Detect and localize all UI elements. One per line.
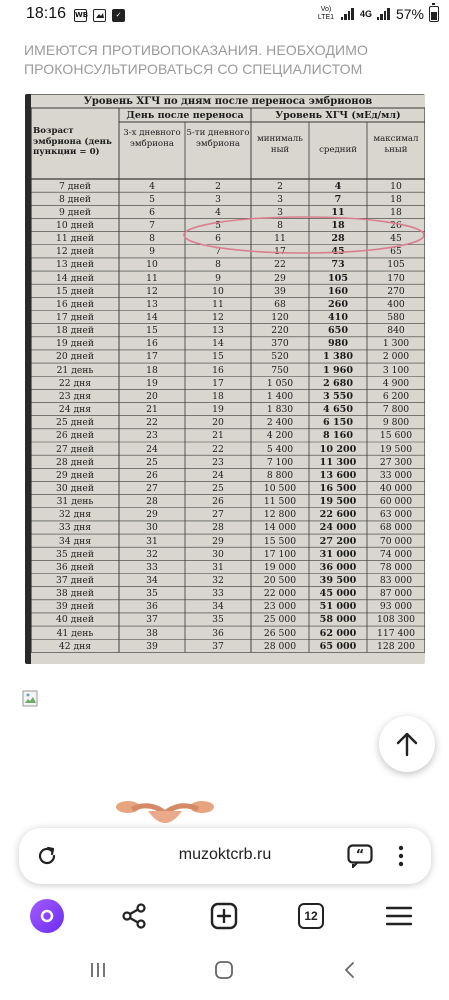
table-cell: 120 (271, 312, 289, 323)
table-cell: 31 (146, 535, 158, 547)
battery-icon (429, 6, 439, 22)
table-cell: 260 (327, 298, 349, 310)
table-cell: 22 (212, 443, 224, 455)
broken-image-icon (22, 690, 40, 708)
table-cell: 30 (146, 522, 158, 534)
table-cell-day: 27 дней (56, 443, 94, 455)
table-cell-day: 13 дней (56, 259, 94, 271)
table-cell: 40 000 (379, 482, 413, 494)
table-cell: 25 000 (263, 614, 297, 626)
table-cell-day: 34 дня (58, 535, 92, 547)
table-cell: 10 (390, 180, 402, 192)
table-cell: 10 (146, 259, 158, 271)
table-cell: 23 (146, 430, 158, 442)
table-cell: 400 (387, 298, 405, 310)
table-cell: 7 (149, 219, 155, 231)
recent-apps-icon[interactable] (88, 960, 108, 980)
table-cell: 9 (215, 272, 221, 284)
table-cell: 13 (212, 325, 224, 337)
table-cell: 62 000 (319, 627, 357, 639)
table-cell: 73 (331, 259, 345, 271)
table-cell: 2 000 (382, 351, 410, 363)
table-cell-day: 30 дней (56, 482, 94, 494)
table-cell-day: 21 день (56, 364, 94, 376)
table-cell-day: 33 дня (58, 522, 92, 534)
table-cell: 22 (274, 259, 286, 271)
table-cell: 11 300 (319, 456, 357, 468)
table-cell: 28 (146, 496, 158, 508)
table-cell: 19 500 (319, 496, 357, 508)
table-cell: 35 (146, 588, 158, 600)
table-cell: 8 (215, 259, 221, 271)
table-cell: 17 (274, 246, 286, 258)
table-cell: 10 200 (319, 443, 357, 455)
alice-icon (30, 899, 64, 933)
table-cell: 3 (277, 193, 283, 205)
quote-icon[interactable] (347, 844, 373, 868)
table-cell: 21 (212, 430, 224, 442)
table-cell: 750 (271, 364, 289, 376)
table-cell: 12 (212, 312, 224, 323)
table-cell: 16 (146, 338, 158, 350)
table-cell: 5 (215, 219, 221, 231)
browser-toolbar (0, 890, 449, 946)
more-menu-icon[interactable] (395, 844, 407, 868)
table-cell-day: 39 дней (56, 601, 94, 613)
table-cell-day: 7 дней (58, 180, 92, 192)
status-bar (0, 0, 449, 32)
table-cell: 370 (271, 338, 289, 350)
table-cell: 26 (390, 219, 402, 231)
table-cell: 170 (387, 272, 405, 284)
signal-icon (341, 8, 355, 20)
table-cell-day: 28 дней (56, 456, 94, 468)
table-cell: 160 (327, 285, 349, 297)
table-cell-day: 32 дня (58, 509, 92, 521)
table-cell: 29 (146, 509, 158, 521)
table-cell: 33 (146, 561, 158, 573)
table-cell: 13 600 (319, 469, 357, 481)
table-cell: 410 (327, 312, 349, 323)
intro-text: ИМЕЮТСЯ ПРОТИВОПОКАЗАНИЯ. НЕОБХОДИМО ПРОКОНСУЛЬТИРОВАТЬСЯ СО СПЕЦИАЛИСТОМ (24, 42, 368, 77)
table-cell: 17 (212, 377, 224, 389)
table-cell-day: 15 дней (56, 285, 94, 297)
table-cell: 51 000 (319, 601, 357, 613)
table-cell: 10 500 (263, 482, 297, 494)
table-cell: 1 300 (382, 338, 410, 350)
share-button[interactable] (116, 898, 152, 934)
table-cell: 580 (387, 312, 405, 323)
table-cell: 5 400 (266, 443, 294, 455)
table-cell: 15 600 (379, 430, 413, 442)
table-cell: 78 000 (379, 561, 413, 573)
table-cell-day: 22 дня (58, 377, 92, 389)
group-level-header: Уровень ХГЧ (мЕд/мл) (275, 110, 401, 121)
table-cell: 27 (212, 509, 224, 521)
table-cell: 9 (149, 246, 155, 258)
table-cell: 4 650 (322, 404, 354, 416)
table-cell: 8 (149, 233, 155, 245)
table-cell-day: 9 дней (58, 206, 92, 218)
table-cell: 8 160 (322, 430, 354, 442)
signal-icon-2 (377, 8, 391, 20)
table-cell: 520 (271, 351, 289, 363)
table-cell: 3 100 (382, 364, 410, 376)
table-cell: 36 (146, 601, 158, 613)
table-cell: 23 000 (263, 601, 297, 613)
table-cell: 117 400 (377, 627, 415, 639)
plus-square-icon (210, 902, 238, 930)
table-cell: 2 680 (322, 377, 354, 389)
table-cell: 15 500 (263, 535, 297, 547)
highlight-oval (181, 213, 425, 257)
menu-button[interactable] (381, 898, 417, 934)
network-gen: 4G (359, 9, 372, 19)
table-cell: 63 000 (379, 509, 413, 521)
table-cell: 39 500 (319, 575, 357, 586)
table-cell-day: 12 дней (56, 246, 94, 258)
wb-icon: WB (74, 9, 87, 22)
table-cell: 33 (212, 588, 224, 600)
table-cell: 7 800 (382, 404, 410, 416)
table-cell: 840 (387, 325, 405, 337)
table-cell: 26 (212, 496, 224, 508)
table-cell: 36 000 (319, 561, 357, 573)
col-min-header: минималь ный (257, 134, 303, 155)
table-cell: 25 (212, 482, 224, 494)
table-cell: 58 000 (319, 614, 357, 626)
table-cell-day: 19 дней (56, 338, 94, 350)
table-cell-day: 17 дней (56, 312, 94, 323)
table-cell: 25 (146, 456, 158, 468)
table-cell: 270 (387, 285, 405, 297)
table-cell: 6 (149, 206, 155, 218)
table-cell: 6 200 (382, 390, 410, 402)
tabs-button[interactable] (293, 898, 329, 934)
table-cell-day: 16 дней (56, 298, 94, 310)
table-cell: 1 380 (322, 351, 354, 363)
table-cell: 34 (146, 575, 158, 586)
table-title: Уровень ХГЧ по дням после переноса эмбрионов (83, 96, 373, 107)
table-cell: 9 800 (382, 417, 410, 429)
table-cell-day: 38 дней (56, 588, 94, 600)
table-cell: 11 (146, 272, 158, 284)
table-cell: 11 (331, 206, 345, 218)
table-cell: 7 (215, 246, 221, 258)
table-cell: 20 (146, 390, 158, 402)
table-cell: 17 100 (263, 548, 297, 560)
table-cell-day: 37 дней (56, 575, 94, 586)
check-icon: ✓ (112, 9, 125, 22)
table-cell-day: 35 дней (56, 548, 94, 560)
table-cell: 4 900 (382, 377, 410, 389)
table-cell: 36 (212, 627, 224, 639)
table-cell: 65 000 (319, 640, 357, 652)
table-cell: 32 (146, 548, 158, 560)
table-cell: 3 550 (322, 390, 354, 402)
table-cell-day: 24 дня (58, 404, 92, 416)
table-cell: 23 (212, 456, 224, 468)
arrow-up-icon (395, 731, 419, 757)
table-cell: 4 (334, 180, 342, 192)
table-cell: 27 300 (379, 456, 413, 468)
table-cell: 7 100 (266, 456, 294, 468)
group-day-header: День после переноса (126, 110, 244, 121)
home-icon[interactable] (214, 960, 234, 980)
table-cell-day: 36 дней (56, 561, 94, 573)
table-cell: 980 (327, 338, 349, 350)
table-cell: 2 (215, 180, 221, 192)
table-cell: 14 (212, 338, 224, 350)
table-cell: 29 (274, 272, 286, 284)
url-text[interactable]: muzoktcrb.ru (178, 846, 272, 863)
table-cell: 1 960 (322, 364, 354, 376)
volte-label: Vo) LTE1 (317, 6, 335, 21)
table-cell: 15 (212, 351, 224, 363)
table-cell: 10 (212, 285, 224, 297)
table-cell: 8 800 (266, 469, 294, 481)
table-cell: 32 (212, 575, 224, 586)
table-cell: 13 (146, 298, 158, 310)
table-cell-day: 8 дней (58, 193, 92, 205)
table-cell: 74 000 (379, 548, 413, 560)
table-cell: 15 (146, 325, 158, 337)
table-cell: 38 (146, 627, 158, 639)
table-cell: 6 (215, 233, 221, 245)
table-cell: 16 500 (319, 482, 357, 494)
table-cell: 108 300 (377, 614, 415, 626)
table-cell: 39 (274, 285, 286, 297)
col-max-header: максимал ьный (373, 134, 419, 155)
table-cell-day: 14 дней (56, 272, 94, 284)
gallery-icon (93, 9, 106, 22)
table-cell: 18 (390, 193, 402, 205)
table-cell: 27 200 (319, 535, 357, 547)
table-cell: 31 000 (319, 548, 357, 560)
table-cell: 29 (212, 535, 224, 547)
battery-percent: 57% (395, 6, 424, 22)
table-cell: 45 (390, 233, 402, 245)
table-cell: 105 (387, 259, 405, 271)
table-cell: 24 (146, 443, 158, 455)
table-cell: 19 500 (379, 443, 413, 455)
table-cell: 34 (212, 601, 224, 613)
table-cell: 20 (212, 417, 224, 429)
table-cell: 5 (149, 193, 155, 205)
table-cell: 128 200 (377, 640, 415, 652)
col-avg-header: средний (319, 145, 357, 155)
table-cell: 22 600 (319, 509, 357, 521)
table-cell: 21 (146, 404, 158, 416)
table-cell: 11 500 (263, 496, 297, 508)
col-5day-header: 5-ти дневного эмбриона (186, 128, 250, 149)
table-cell: 18 (146, 364, 158, 376)
col-age-header: Возраст эмбриона (день пункции = 0) (33, 126, 112, 157)
table-cell: 31 (212, 561, 224, 573)
table-cell-day: 10 дней (56, 219, 94, 231)
table-cell: 39 (146, 640, 158, 652)
table-cell: 93 000 (379, 601, 413, 613)
table-cell: 30 (212, 548, 224, 560)
scroll-to-top-button[interactable] (379, 716, 435, 772)
table-cell: 2 (277, 180, 283, 192)
table-cell: 35 (212, 614, 224, 626)
table-cell: 11 (274, 233, 286, 245)
table-cell: 2 400 (266, 417, 294, 429)
table-cell: 14 (146, 312, 158, 323)
svg-text:“: “ (355, 848, 365, 863)
alice-assistant-button[interactable] (29, 898, 65, 934)
table-cell-day: 18 дней (56, 325, 94, 337)
table-cell: 4 200 (266, 430, 294, 442)
table-cell: 37 (212, 640, 224, 652)
table-cell: 68 000 (379, 522, 413, 534)
table-cell: 18 (390, 206, 402, 218)
table-cell: 27 (146, 482, 158, 494)
table-cell: 4 (215, 206, 221, 218)
table-cell: 7 (334, 193, 342, 205)
table-cell: 70 000 (379, 535, 413, 547)
table-cell: 45 (331, 246, 345, 258)
status-time: 18:16 (26, 5, 67, 22)
table-cell: 26 500 (263, 627, 297, 639)
table-cell: 19 (146, 377, 158, 389)
table-cell-day: 25 дней (56, 417, 94, 429)
table-cell-day: 29 дней (56, 469, 94, 481)
table-cell-day: 20 дней (56, 351, 94, 363)
share-icon (120, 902, 148, 930)
table-cell-day: 40 дней (56, 614, 94, 626)
table-cell: 3 (215, 193, 221, 205)
table-cell: 28 (212, 522, 224, 534)
table-cell-day: 42 дня (58, 640, 92, 652)
table-cell: 12 800 (263, 509, 297, 521)
table-cell: 3 (277, 206, 283, 218)
table-cell: 65 (390, 246, 402, 258)
hcg-table (31, 94, 425, 664)
table-cell: 20 500 (263, 575, 297, 586)
table-cell: 105 (327, 272, 349, 284)
tabs-count: 12 (298, 903, 324, 929)
table-cell-day: 23 дня (58, 390, 92, 402)
table-cell: 28 (331, 233, 345, 245)
table-cell: 28 000 (263, 640, 297, 652)
table-cell: 18 (212, 390, 224, 402)
table-cell: 4 (149, 180, 155, 192)
table-cell: 37 (146, 614, 158, 626)
table-cell: 1 050 (266, 377, 294, 389)
table-cell-day: 31 день (56, 496, 94, 508)
col-3day-header: 3-х дневного эмбриона (123, 128, 181, 149)
table-cell: 11 (212, 298, 224, 310)
table-cell: 16 (212, 364, 224, 376)
table-cell: 19 (212, 404, 224, 416)
table-cell: 22 (146, 417, 158, 429)
table-cell-day: 11 дней (56, 233, 94, 245)
table-cell: 18 (331, 219, 345, 231)
table-cell: 83 000 (379, 575, 413, 586)
table-cell: 26 (146, 469, 158, 481)
table-cell: 650 (327, 325, 349, 337)
table-cell: 68 (274, 298, 286, 310)
table-cell: 19 000 (263, 561, 297, 573)
table-cell: 1 830 (266, 404, 294, 416)
table-cell-day: 41 день (56, 627, 94, 639)
table-cell: 6 150 (322, 417, 354, 429)
status-right (316, 6, 439, 22)
table-cell: 22 000 (263, 588, 297, 600)
back-icon[interactable] (340, 960, 360, 980)
table-cell: 14 000 (263, 522, 297, 534)
table-cell: 45 000 (319, 588, 357, 600)
table-cell: 60 000 (379, 496, 413, 508)
table-cell: 24 (212, 469, 224, 481)
hamburger-icon (385, 904, 413, 928)
table-cell: 24 000 (319, 522, 357, 534)
table-cell: 8 (277, 219, 283, 231)
table-cell: 12 (146, 285, 158, 297)
table-cell: 220 (271, 325, 289, 337)
hcg-table-image (25, 94, 425, 664)
table-cell: 33 000 (379, 469, 413, 481)
new-tab-button[interactable] (206, 898, 242, 934)
table-cell: 1 400 (266, 390, 294, 402)
address-bar[interactable] (19, 828, 431, 884)
table-cell-day: 26 дней (56, 430, 94, 442)
system-navigation-bar (0, 946, 449, 1000)
table-cell: 17 (146, 351, 158, 363)
table-cell: 87 000 (379, 588, 413, 600)
